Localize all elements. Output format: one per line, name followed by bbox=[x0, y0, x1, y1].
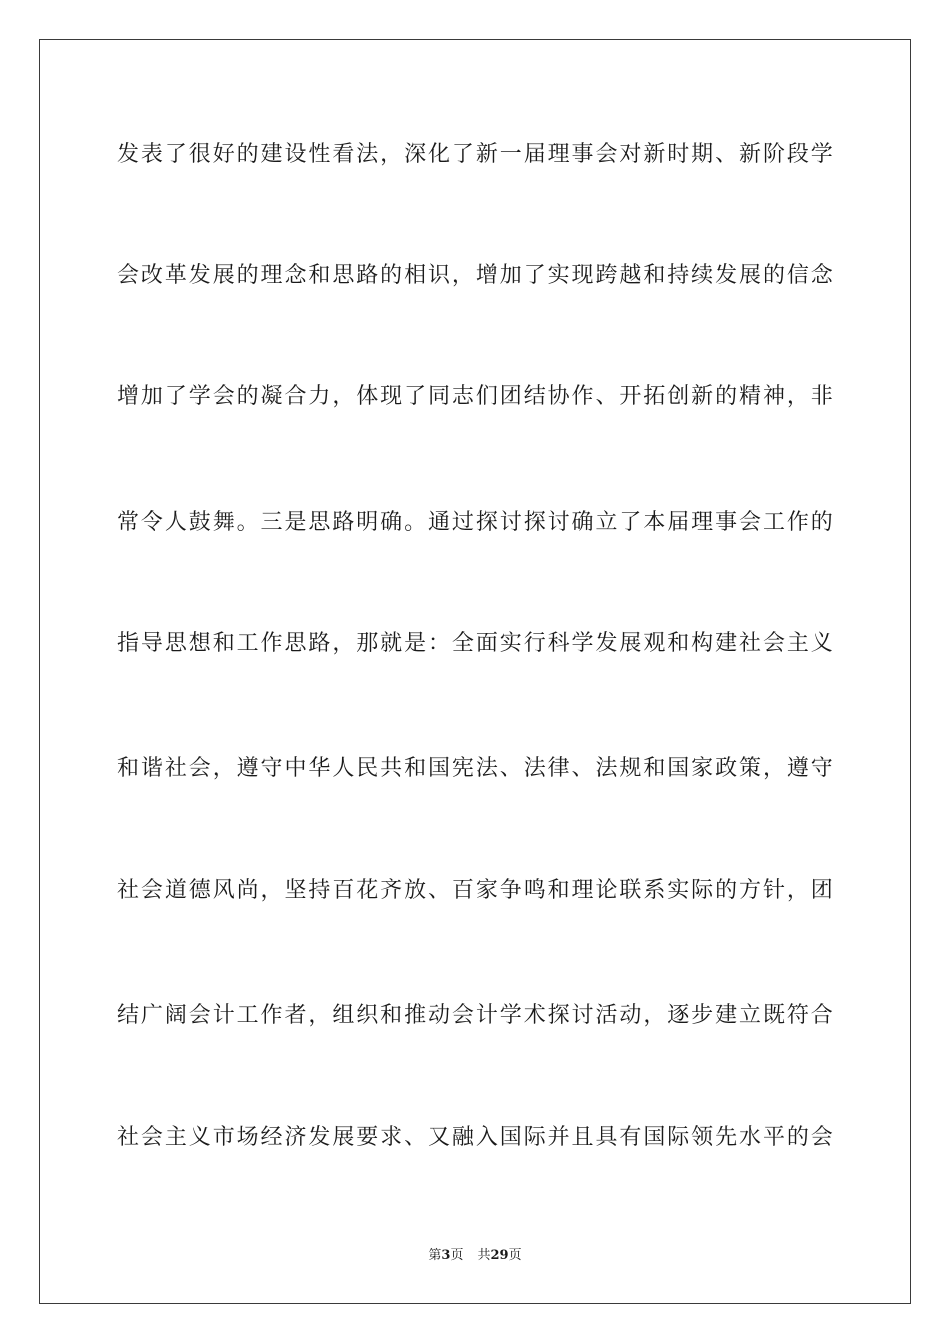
text-line: 增加了学会的凝合力，体现了同志们团结协作、开拓创新的精神，非 bbox=[117, 384, 833, 409]
text-line: 社会主义市场经济发展要求、又融入国际并且具有国际领先水平的会 bbox=[117, 1125, 833, 1150]
text-line: 常令人鼓舞。三是思路明确。通过探讨探讨确立了本届理事会工作的 bbox=[117, 510, 833, 535]
text-line: 发表了很好的建设性看法，深化了新一届理事会对新时期、新阶段学 bbox=[117, 142, 833, 167]
page-suffix: 页 bbox=[450, 1248, 464, 1263]
page-footer bbox=[0, 1246, 950, 1266]
text-line: 指导思想和工作思路，那就是：全面实行科学发展观和构建社会主义 bbox=[117, 631, 833, 656]
total-prefix: 共 bbox=[477, 1248, 491, 1263]
text-line: 结广阔会计工作者，组织和推动会计学术探讨活动，逐步建立既符合 bbox=[117, 1003, 833, 1028]
page-prefix: 第 bbox=[428, 1248, 442, 1263]
page-border bbox=[39, 39, 911, 1304]
current-page-number: 3 bbox=[441, 1248, 451, 1263]
text-line: 会改革发展的理念和思路的相识，增加了实现跨越和持续发展的信念 bbox=[117, 263, 833, 288]
text-line: 和谐社会，遵守中华人民共和国宪法、法律、法规和国家政策，遵守 bbox=[117, 756, 833, 781]
total-suffix: 页 bbox=[508, 1248, 522, 1263]
text-line: 社会道德风尚，坚持百花齐放、百家争鸣和理论联系实际的方针，团 bbox=[117, 878, 833, 903]
total-page-count: 29 bbox=[490, 1248, 509, 1263]
